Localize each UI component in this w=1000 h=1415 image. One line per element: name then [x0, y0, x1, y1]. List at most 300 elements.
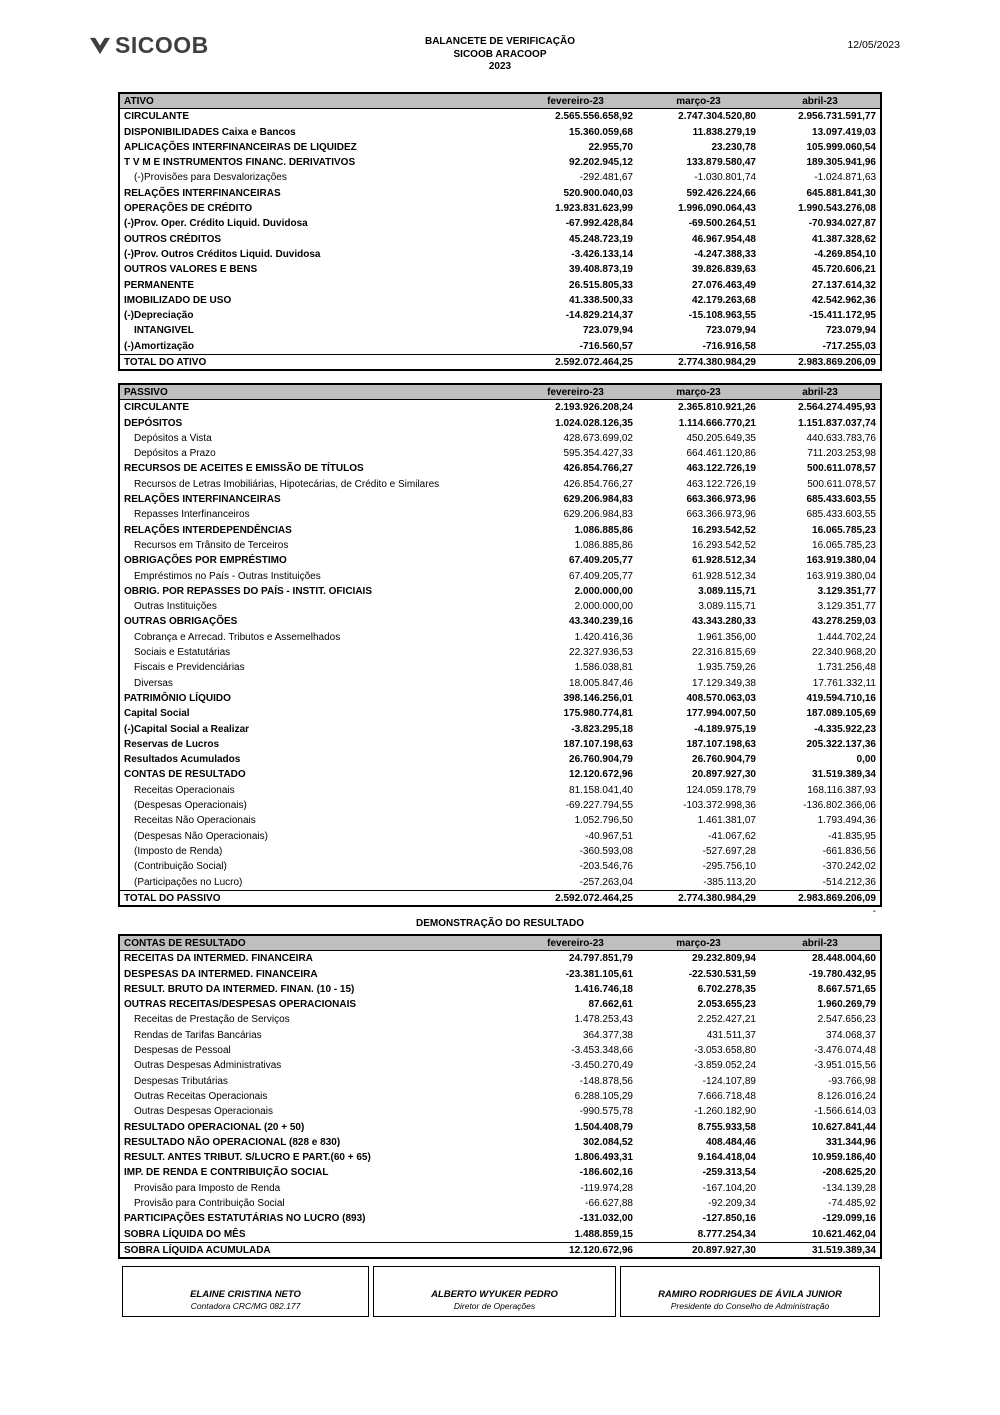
row-label: OBRIG. POR REPASSES DO PAÍS - INSTIT. OFICIAIS — [124, 585, 372, 597]
row-value: 2.774.380.984,29 — [678, 892, 756, 904]
row-value: -1.260.182,90 — [694, 1106, 756, 1118]
row-label: Depósitos a Prazo — [134, 448, 216, 460]
row-value: 398.146.256,01 — [563, 692, 633, 704]
row-label: RESULTADO NÃO OPERACIONAL (828 e 830) — [124, 1136, 341, 1148]
row-value: 187.089.105,69 — [806, 708, 876, 720]
row-label: (-)Provisões para Desvalorizações — [134, 172, 287, 184]
row-value: 163.919.380,04 — [806, 555, 876, 567]
row-label: Reservas de Lucros — [124, 738, 220, 750]
passivo-row — [120, 492, 880, 507]
dre-section-title: DEMONSTRAÇÃO DO RESULTADO — [416, 918, 584, 929]
row-label: Repasses Interfinanceiros — [134, 509, 250, 521]
ativo-row — [120, 155, 880, 170]
row-value: 39.826.839,63 — [692, 264, 756, 276]
passivo-row — [120, 431, 880, 446]
row-value: 1.731.256,48 — [817, 662, 876, 674]
row-label: (-)Capital Social a Realizar — [124, 723, 250, 735]
row-value: -127.850,16 — [702, 1213, 756, 1225]
passivo-row — [120, 767, 880, 782]
row-value: -3.823.295,18 — [571, 723, 633, 735]
row-value: 723.079,94 — [825, 325, 876, 337]
row-value: 331.344,96 — [825, 1136, 876, 1148]
row-value: 41.387.328,62 — [812, 233, 876, 245]
row-label: OPERAÇÕES DE CRÉDITO — [124, 203, 253, 215]
row-label: (Imposto de Renda) — [134, 845, 223, 857]
row-label: CIRCULANTE — [124, 402, 189, 414]
ativo-row — [120, 186, 880, 201]
dre-row — [120, 1028, 880, 1043]
row-value: 1.806.493,31 — [574, 1152, 633, 1164]
row-value: 440.633.783,76 — [806, 432, 876, 444]
row-label: TOTAL DO PASSIVO — [124, 892, 221, 904]
row-value: -4.189.975,19 — [694, 723, 756, 735]
passivo-row — [120, 461, 880, 476]
row-value: -385.113,20 — [703, 876, 756, 888]
row-label: RECEITAS DA INTERMED. FINANCEIRA — [124, 953, 313, 965]
row-value: -93.766,98 — [828, 1075, 876, 1087]
ativo-row — [120, 109, 880, 124]
row-value: 2.774.380.984,29 — [678, 357, 756, 369]
row-label: IMOBILIZADO DE USO — [124, 294, 232, 306]
row-label: RESULT. ANTES TRIBUT. S/LUCRO E PART.(60 + 65) — [124, 1152, 371, 1164]
passivo-row — [120, 446, 880, 461]
row-value: 45.720.606,21 — [812, 264, 876, 276]
row-value: -3.859.052,24 — [694, 1060, 756, 1072]
row-value: 45.248.723,19 — [569, 233, 633, 245]
row-value: 168.116.387,93 — [807, 784, 876, 796]
passivo-row — [120, 783, 880, 798]
row-value: 1.961.356,00 — [697, 631, 756, 643]
row-value: 500.611.078,57 — [807, 478, 876, 490]
row-value: -514.212,36 — [822, 876, 876, 888]
row-label: (Despesas Não Operacionais) — [134, 830, 268, 842]
sicoob-logo-text: SICOOB — [115, 32, 209, 58]
passivo-row — [120, 584, 880, 599]
dre-column-title: CONTAS DE RESULTADO — [124, 938, 246, 949]
row-value: 163.919.380,04 — [806, 570, 876, 582]
passivo-row — [120, 798, 880, 813]
row-value: 24.797.851,79 — [569, 953, 633, 965]
passivo-row — [120, 813, 880, 828]
row-value: 426.854.766,27 — [563, 478, 633, 490]
report-year: 2023 — [488, 61, 512, 72]
row-value: 81.158.041,40 — [569, 784, 633, 796]
dre-row — [120, 951, 880, 966]
row-value: 8.777.254,34 — [697, 1228, 756, 1240]
row-label: Cobrança e Arrecad. Tributos e Assemelhados — [134, 631, 341, 643]
passivo-row — [120, 553, 880, 568]
dre-row — [120, 1089, 880, 1104]
row-label: RELAÇÕES INTERFINANCEIRAS — [124, 187, 281, 199]
passivo-row — [120, 875, 880, 890]
row-label: (-)Amortização — [124, 340, 195, 352]
row-label: Rendas de Tarifas Bancárias — [134, 1029, 262, 1041]
row-value: 43.340.239,16 — [569, 616, 633, 628]
row-value: 6.702.278,35 — [697, 983, 756, 995]
row-label: Recursos em Trânsito de Terceiros — [134, 539, 289, 551]
row-label: OUTRAS RECEITAS/DESPESAS OPERACIONAIS — [124, 999, 357, 1011]
row-value: 1.793.494,36 — [817, 815, 876, 827]
row-value: -67.992.428,84 — [565, 218, 633, 230]
dre-row — [120, 967, 880, 982]
row-value: 1.996.090.064,43 — [678, 203, 756, 215]
row-value: 187.107.198,63 — [563, 738, 633, 750]
signatory-name: ALBERTO WYUKER PEDRO — [431, 1289, 558, 1300]
row-label: T V M E INSTRUMENTOS FINANC. DERIVATIVOS — [124, 157, 356, 169]
row-label: PATRIMÔNIO LÍQUIDO — [124, 692, 231, 704]
row-value: -15.108.963,55 — [688, 310, 756, 322]
row-value: -360.593,08 — [579, 845, 633, 857]
passivo-row — [120, 507, 880, 522]
row-value: 16.293.542,52 — [692, 539, 756, 551]
dre-row — [120, 1196, 880, 1211]
row-value: -92.209,34 — [708, 1198, 756, 1210]
row-value: 26.760.904,79 — [569, 754, 633, 766]
ativo-column-title: ATIVO — [124, 96, 154, 107]
row-label: (Despesas Operacionais) — [134, 800, 247, 812]
row-value: -129.099,16 — [822, 1213, 876, 1225]
row-value: 67.409.205,77 — [569, 555, 633, 567]
row-value: 42.542.962,36 — [812, 294, 876, 306]
row-label: (-)Depreciação — [124, 310, 194, 322]
dre-row — [120, 1074, 880, 1089]
row-value: 1.052.796,50 — [574, 815, 633, 827]
row-value: 629.206.984,83 — [563, 494, 633, 506]
ativo-row — [120, 216, 880, 231]
ativo-header-row — [120, 94, 880, 109]
dre-row — [120, 1165, 880, 1180]
row-value: -69.227.794,55 — [565, 800, 633, 812]
row-value: -3.053.658,80 — [694, 1045, 756, 1057]
row-value: 23.230,78 — [711, 141, 756, 153]
passivo-row — [120, 599, 880, 614]
dre-row — [120, 1242, 880, 1257]
report-subtitle: SICOOB ARACOOP — [453, 48, 547, 60]
dre-row — [120, 997, 880, 1012]
row-value: 12.120.672,96 — [569, 1244, 633, 1256]
dre-row — [120, 1211, 880, 1226]
row-value: -119.974,28 — [580, 1182, 633, 1194]
row-label: DISPONIBILIDADES Caixa e Bancos — [124, 126, 296, 138]
row-value: 2.000.000,00 — [574, 585, 633, 597]
row-label: CIRCULANTE — [124, 111, 189, 123]
row-label: IMP. DE RENDA E CONTRIBUIÇÃO SOCIAL — [124, 1167, 329, 1179]
passivo-table — [118, 383, 882, 907]
row-value: 595.354.427,33 — [563, 448, 633, 460]
row-value: -259.313,54 — [702, 1167, 756, 1179]
signature-box-board-president — [620, 1266, 880, 1317]
row-value: -134.139,28 — [822, 1182, 876, 1194]
row-value: -203.546,76 — [579, 861, 633, 873]
row-label: PERMANENTE — [124, 279, 195, 291]
ativo-row — [120, 339, 880, 354]
row-value: 26.515.805,33 — [569, 279, 633, 291]
row-label: (-)Prov. Oper. Crédito Liquid. Duvidosa — [124, 218, 308, 230]
ativo-row — [120, 140, 880, 155]
signature-box-operations-director — [373, 1266, 616, 1317]
row-value: -257.263,04 — [579, 876, 633, 888]
row-value: -527.697,28 — [702, 845, 756, 857]
row-value: 18.005.847,46 — [569, 677, 633, 689]
row-value: 28.448.004,60 — [812, 953, 876, 965]
passivo-row — [120, 569, 880, 584]
row-value: 374.068,37 — [825, 1029, 876, 1041]
row-value: 16.065.785,23 — [812, 539, 876, 551]
row-label: Despesas de Pessoal — [134, 1045, 231, 1057]
row-value: -3.453.348,66 — [571, 1045, 633, 1057]
row-label: (Contribuição Social) — [134, 861, 227, 873]
passivo-row — [120, 752, 880, 767]
month-column-header: abril-23 — [802, 96, 838, 107]
ativo-row — [120, 323, 880, 338]
row-value: 419.594.710,16 — [806, 692, 876, 704]
signatory-name: ELAINE CRISTINA NETO — [190, 1289, 301, 1300]
row-value: 1.086.885,86 — [574, 539, 633, 551]
row-value: 685.433.603,55 — [806, 494, 876, 506]
dre-row — [120, 1150, 880, 1165]
signatory-title: Presidente do Conselho de Administração — [670, 1301, 830, 1311]
row-value: 15.360.059,68 — [569, 126, 633, 138]
row-value: 663.366.973,96 — [686, 494, 756, 506]
passivo-column-title: PASSIVO — [124, 387, 168, 398]
month-column-header: fevereiro-23 — [547, 387, 604, 398]
row-value: -295.756,10 — [702, 861, 756, 873]
row-value: 175.980.774,81 — [563, 708, 633, 720]
row-value: 450.205.649,35 — [686, 432, 756, 444]
row-value: -41.067,62 — [708, 830, 756, 842]
dre-row — [120, 1120, 880, 1135]
row-value: 67.409.205,77 — [569, 570, 633, 582]
ativo-row — [120, 293, 880, 308]
row-value: -167.104,20 — [702, 1182, 756, 1194]
row-value: 463.122.726,19 — [686, 463, 756, 475]
row-value: -717.255,03 — [822, 340, 876, 352]
row-value: 2.564.274.495,93 — [798, 402, 876, 414]
row-label: Recursos de Letras Imobiliárias, Hipotecárias, de Crédito e Similares — [134, 478, 440, 490]
row-value: 31.519.389,34 — [812, 1244, 876, 1256]
row-value: 3.129.351,77 — [817, 585, 876, 597]
row-label: Sociais e Estatutárias — [134, 647, 231, 659]
row-value: 1.478.253,43 — [574, 1014, 633, 1026]
dre-row — [120, 1135, 880, 1150]
row-value: 2.592.072.464,25 — [555, 892, 633, 904]
row-value: 711.203.253,98 — [807, 448, 876, 460]
dre-row — [120, 1012, 880, 1027]
dre-row — [120, 1043, 880, 1058]
row-value: -3.476.074,48 — [814, 1045, 876, 1057]
signatory-title: Contadora CRC/MG 082.177 — [190, 1301, 301, 1311]
row-value: -14.829.214,37 — [565, 310, 633, 322]
signature-row — [122, 1266, 880, 1317]
row-label: Outras Instituições — [134, 601, 217, 613]
row-value: 187.107.198,63 — [686, 738, 756, 750]
row-value: 629.206.984,83 — [563, 509, 633, 521]
month-column-header: abril-23 — [802, 938, 838, 949]
row-value: 10.627.841,44 — [812, 1121, 876, 1133]
row-value: 1.416.746,18 — [574, 983, 633, 995]
row-label: CONTAS DE RESULTADO — [124, 769, 246, 781]
row-label: DESPESAS DA INTERMED. FINANCEIRA — [124, 968, 318, 980]
row-value: -124.107,89 — [702, 1075, 756, 1087]
row-value: 2.193.926.208,24 — [555, 402, 633, 414]
row-value: 26.760.904,79 — [692, 754, 756, 766]
signature-box-accountant — [122, 1266, 369, 1317]
ativo-row — [120, 125, 880, 140]
row-value: 1.461.381,07 — [697, 815, 756, 827]
row-value: 42.179.263,68 — [692, 294, 756, 306]
ativo-row — [120, 232, 880, 247]
row-value: -3.450.270,49 — [571, 1060, 633, 1072]
ativo-row — [120, 247, 880, 262]
row-value: 2.053.655,23 — [697, 999, 756, 1011]
row-label: Despesas Tributárias — [134, 1075, 228, 1087]
row-value: 1.504.408,79 — [574, 1121, 633, 1133]
row-value: 0,00 — [856, 754, 876, 766]
dre-header-row — [120, 936, 880, 951]
row-value: 16.293.542,52 — [692, 524, 756, 536]
passivo-row — [120, 706, 880, 721]
row-value: 22.340.968,20 — [812, 647, 876, 659]
row-value: 3.089.115,71 — [698, 585, 756, 597]
passivo-row — [120, 614, 880, 629]
row-label: Receitas Não Operacionais — [134, 815, 256, 827]
row-value: 426.854.766,27 — [563, 463, 633, 475]
row-value: 2.956.731.591,77 — [798, 111, 876, 123]
ativo-row — [120, 201, 880, 216]
row-value: 1.935.759,26 — [697, 662, 756, 674]
row-label: (Participações no Lucro) — [134, 876, 243, 888]
row-value: -131.032,00 — [579, 1213, 633, 1225]
row-label: DEPÓSITOS — [124, 417, 183, 429]
row-label: (-)Prov. Outros Créditos Liquid. Duvidosa — [124, 248, 321, 260]
row-label: Provisão para Imposto de Renda — [134, 1182, 281, 1194]
passivo-row — [120, 416, 880, 431]
row-value: -990.575,78 — [579, 1106, 633, 1118]
passivo-row — [120, 676, 880, 691]
row-value: -22.530.531,59 — [688, 968, 756, 980]
row-label: RELAÇÕES INTERDEPENDÊNCIAS — [124, 524, 292, 536]
row-value: 302.084,52 — [582, 1136, 633, 1148]
row-value: -661.836,56 — [822, 845, 876, 857]
row-value: -69.500.264,51 — [688, 218, 756, 230]
row-label: Outras Despesas Operacionais — [134, 1106, 273, 1118]
row-value: -41.835,95 — [828, 830, 876, 842]
row-label: OUTROS CRÉDITOS — [124, 233, 222, 245]
row-label: RESULTADO OPERACIONAL (20 + 50) — [124, 1121, 305, 1133]
row-value: 723.079,94 — [705, 325, 756, 337]
passivo-row — [120, 477, 880, 492]
row-value: 1.420.416,36 — [574, 631, 633, 643]
row-value: 431.511,37 — [706, 1029, 756, 1041]
row-value: -103.372.998,36 — [683, 800, 756, 812]
row-value: -70.934.027,87 — [808, 218, 876, 230]
passivo-row — [120, 737, 880, 752]
row-label: Outras Despesas Administrativas — [134, 1060, 282, 1072]
row-value: 2.252.427,21 — [697, 1014, 756, 1026]
passivo-row — [120, 538, 880, 553]
row-value: 520.900.040,03 — [563, 187, 633, 199]
passivo-row — [120, 691, 880, 706]
row-value: -292.481,67 — [579, 172, 633, 184]
row-value: 1.960.269,79 — [817, 999, 876, 1011]
row-label: OUTRAS OBRIGAÇÕES — [124, 616, 238, 628]
row-value: -1.024.871,63 — [814, 172, 876, 184]
row-value: 27.076.463,49 — [692, 279, 756, 291]
row-label: Outras Receitas Operacionais — [134, 1090, 268, 1102]
row-label: OUTROS VALORES E BENS — [124, 264, 258, 276]
month-column-header: março-23 — [676, 387, 721, 398]
passivo-footnote: - — [872, 906, 876, 917]
row-label: Capital Social — [124, 708, 190, 720]
ativo-table — [118, 92, 882, 371]
row-value: 61.928.512,34 — [692, 570, 756, 582]
row-value: 105.999.060,54 — [806, 141, 876, 153]
row-label: RELAÇÕES INTERFINANCEIRAS — [124, 494, 281, 506]
dre-table — [118, 934, 882, 1259]
row-value: 10.959.186,40 — [812, 1152, 876, 1164]
row-value: 8.126.016,24 — [817, 1090, 876, 1102]
row-value: 17.761.332,11 — [812, 677, 876, 689]
row-value: -716.560,57 — [579, 340, 633, 352]
row-value: 645.881.841,30 — [806, 187, 876, 199]
signatory-name: RAMIRO RODRIGUES DE ÁVILA JUNIOR — [658, 1289, 842, 1300]
row-label: RESULT. BRUTO DA INTERMED. FINAN. (10 - 15) — [124, 983, 355, 995]
row-value: -4.335.922,23 — [814, 723, 876, 735]
row-value: 1.444.702,24 — [817, 631, 876, 643]
month-column-header: março-23 — [676, 938, 721, 949]
row-value: 364.377,38 — [582, 1029, 633, 1041]
row-value: -15.411.172,95 — [809, 310, 876, 322]
row-value: 685.433.603,55 — [806, 509, 876, 521]
row-value: -4.247.388,33 — [694, 248, 756, 260]
row-value: 592.426.224,66 — [686, 187, 756, 199]
row-value: 1.024.028.126,35 — [555, 417, 633, 429]
row-value: 8.667.571,65 — [817, 983, 876, 995]
ativo-row — [120, 170, 880, 185]
row-value: -1.566.614,03 — [814, 1106, 876, 1118]
passivo-row — [120, 722, 880, 737]
row-value: -186.602,16 — [579, 1167, 633, 1179]
row-value: -3.426.133,14 — [571, 248, 633, 260]
month-column-header: fevereiro-23 — [547, 96, 604, 107]
row-value: 1.990.543.276,08 — [798, 203, 876, 215]
row-value: 2.547.656,23 — [817, 1014, 876, 1026]
passivo-row — [120, 859, 880, 874]
row-value: 29.232.809,94 — [692, 953, 756, 965]
row-label: Provisão para Contribuição Social — [134, 1198, 285, 1210]
row-value: 13.097.419,03 — [812, 126, 876, 138]
signatory-title: Diretor de Operações — [453, 1301, 536, 1311]
row-value: 2.365.810.921,26 — [678, 402, 756, 414]
passivo-row — [120, 829, 880, 844]
row-value: -66.627,88 — [585, 1198, 633, 1210]
row-value: 20.897.927,30 — [692, 769, 756, 781]
row-value: 124.059.178,79 — [686, 784, 756, 796]
row-value: 2.983.869.206,09 — [798, 357, 876, 369]
row-label: Empréstimos no País - Outras Instituições — [134, 570, 321, 582]
row-value: 20.897.927,30 — [692, 1244, 756, 1256]
row-value: 11.838.279,19 — [692, 126, 756, 138]
row-value: -136.802.366,06 — [803, 800, 876, 812]
row-value: 17.129.349,38 — [692, 677, 756, 689]
ativo-row — [120, 278, 880, 293]
row-value: 1.488.859,15 — [574, 1228, 633, 1240]
row-value: 31.519.389,34 — [812, 769, 876, 781]
row-value: 3.089.115,71 — [698, 601, 756, 613]
row-value: 61.928.512,34 — [692, 555, 756, 567]
passivo-row — [120, 660, 880, 675]
row-value: 16.065.785,23 — [812, 524, 876, 536]
